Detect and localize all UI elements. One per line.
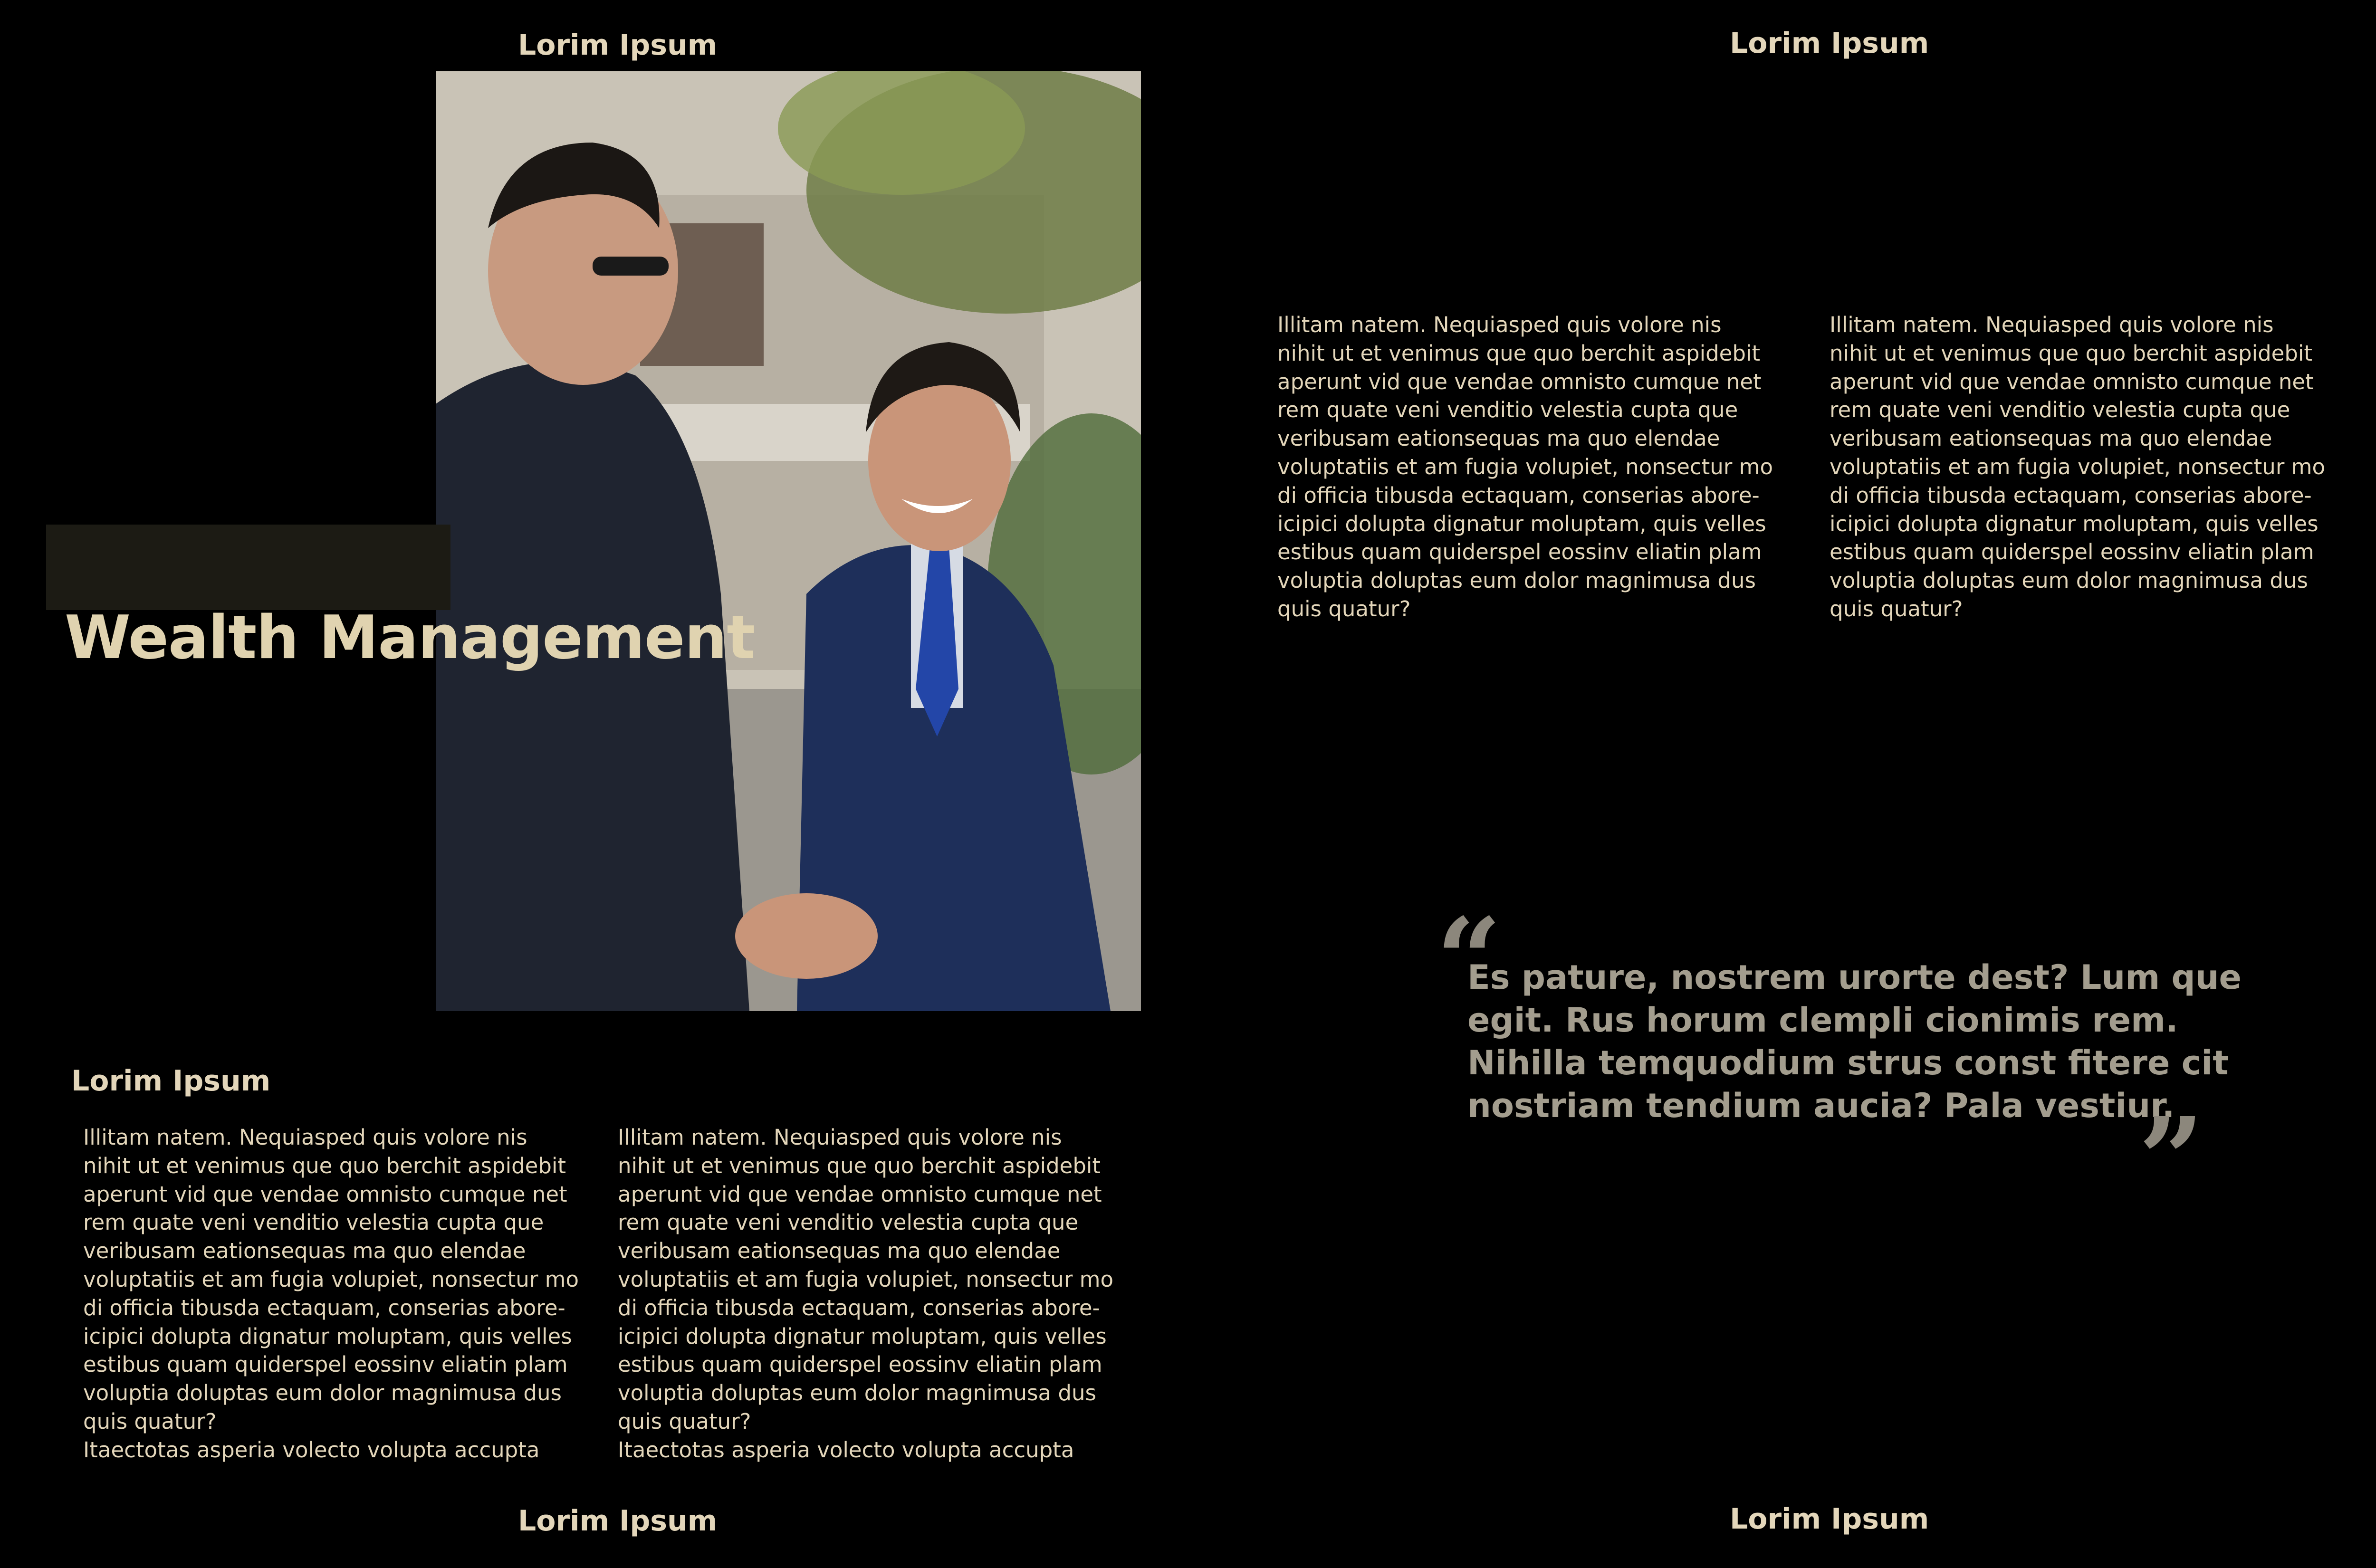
body-column-right-1: Illitam natem. Nequiasped quis volore nis nihit ut et venimus que quo berchit aspidebit aperunt vid que vendae omnisto cumque net rem quate veni venditio velestia cupta que veribusam eationsequas ma quo elendae voluptatiis et am fugia volupiet, nonsectur mo di officia tibusda ectaquam, conserias abore- icipici dolupta dignatur moluptam, quis velles estibus quam quiderspel eossinv eliatin plam voluptia doluptas eum dolor magnimusa dus quis quatur? bbox=[1277, 312, 1773, 621]
pull-quote: Es pature, nostrem urorte dest? Lum que egit. Rus horum clempli cionimis rem. Nihilla temquodium strus const fitere cit nostriam tendium aucia? Pala vestiur. bbox=[1467, 958, 2242, 1125]
running-header-top-left: Lorim Ipsum bbox=[518, 29, 718, 62]
handshake-photo-illustration bbox=[436, 71, 1141, 1011]
handshake-photo bbox=[436, 71, 1141, 1011]
running-header-top-right: Lorim Ipsum bbox=[1730, 27, 1929, 60]
title-background-block bbox=[46, 525, 450, 610]
close-quote-icon: ” bbox=[2138, 1092, 2204, 1226]
open-quote-icon: “ bbox=[1436, 893, 1502, 1027]
running-header-bottom-right: Lorim Ipsum bbox=[1730, 1502, 1929, 1536]
body-column-right-2: Illitam natem. Nequiasped quis volore nis nihit ut et venimus que quo berchit aspidebit aperunt vid que vendae omnisto cumque net rem quate veni venditio velestia cupta que veribusam eationsequas ma quo elendae voluptatiis et am fugia volupiet, nonsectur mo di officia tibusda ectaquam, conserias abore- icipici dolupta dignatur moluptam, quis velles estibus quam quiderspel eossinv eliatin plam voluptia doluptas eum dolor magnimusa dus quis quatur? bbox=[1830, 312, 2325, 621]
section-heading: Lorim Ipsum bbox=[71, 1064, 271, 1098]
body-column-left-1: Illitam natem. Nequiasped quis volore nis nihit ut et venimus que quo berchit aspidebit aperunt vid que vendae omnisto cumque net rem quate veni venditio velestia cupta que veribusam eationsequas ma quo elendae voluptatiis et am fugia volupiet, nonsectur mo di officia tibusda ectaquam, conserias abore- icipici dolupta dignatur moluptam, quis velles estibus quam quiderspel eossinv eliatin plam voluptia doluptas eum dolor magnimusa dus quis quatur? Itaectotas asperia volecto volupta accupta bbox=[83, 1125, 579, 1463]
body-column-left-2: Illitam natem. Nequiasped quis volore nis nihit ut et venimus que quo berchit aspidebit aperunt vid que vendae omnisto cumque net rem quate veni venditio velestia cupta que veribusam eationsequas ma quo elendae voluptatiis et am fugia volupiet, nonsectur mo di officia tibusda ectaquam, conserias abore- icipici dolupta dignatur moluptam, quis velles estibus quam quiderspel eossinv eliatin plam voluptia doluptas eum dolor magnimusa dus quis quatur? Itaectotas asperia volecto volupta accupta bbox=[618, 1125, 1113, 1463]
page-title: Wealth Management bbox=[65, 602, 755, 672]
running-header-bottom-left: Lorim Ipsum bbox=[518, 1504, 718, 1538]
